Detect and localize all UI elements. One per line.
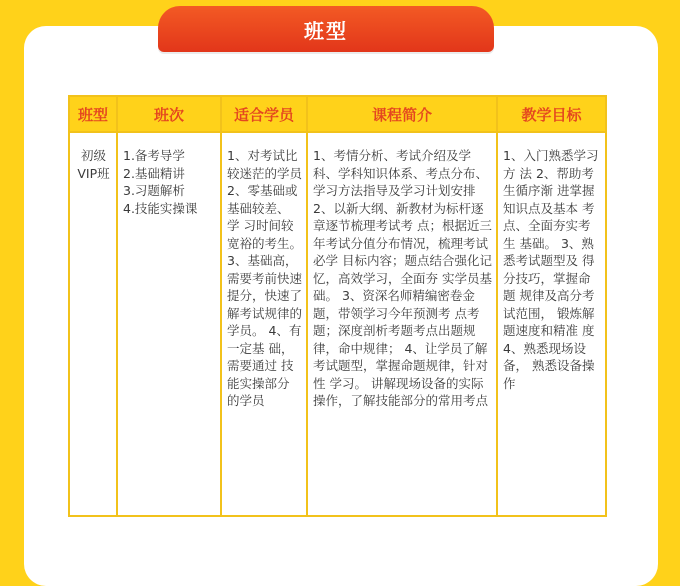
section-header-tab [158, 6, 494, 52]
column-header-class-type: 班型 [69, 96, 117, 132]
session-item: 4.技能实操课 [123, 200, 198, 216]
class-plan-table [68, 95, 607, 517]
session-item: 3.习题解析 [123, 183, 185, 198]
column-header-suitable-students: 适合学员 [221, 96, 307, 132]
section-title: 班型 [304, 18, 348, 43]
table-row [69, 132, 606, 516]
column-header-sessions: 班次 [117, 96, 221, 132]
cell-suitable-students: 1、对考试比 较迷茫的学员 2、零基础或基础较差、 学 习时间较宽裕的考生。 3、基础高，需要考前快速 提分，快速了 解考试规律的 学员。 4、有一定基 础，需要通过 技能实操部分 的学员 [221, 132, 307, 516]
class-type-line: 初级 [80, 148, 106, 163]
column-header-teaching-goals: 教学目标 [497, 96, 606, 132]
cell-sessions [117, 132, 221, 516]
column-header-course-intro: 课程简介 [307, 96, 497, 132]
cell-class-type [69, 132, 117, 516]
session-item: 2.基础精讲 [123, 165, 185, 181]
class-type-line: VIP班 [77, 165, 110, 181]
cell-teaching-goals: 1、入门熟悉学习方 法 2、帮助考生循序渐 进掌握知识点及基本 考点、全面夯实考生 基础。 3、熟悉考试题型及 得分技巧，掌握命题 规律及高分考试范围， 锻炼解题速度和精准 度4、熟悉现场设备， 熟悉设备操作 [497, 132, 606, 516]
cell-course-intro: 1、考情分析、考试介绍及学科、学科知识体系、考点分布、学习方法指导及学习计划安排 2、以新大纲、新教材为标杆逐章逐节梳理考试考 点；根据近三年考试分值分布情况，梳理考试必学 目标内容；题点结合强化记忆，高效学习，全面夯 实学员基础。 3、资深名师精编密卷金题，带领学习今年预测考 点考题；深度剖析考题考点出题规律，命中规律； 4、让学员了解考试题型，掌握命题规律，针对性 学习。 讲解现场设备的实际操作，了解技能部分的常用考点 [307, 132, 497, 516]
session-item: 1.备考导学 [123, 148, 185, 163]
table-header-row [69, 96, 606, 132]
